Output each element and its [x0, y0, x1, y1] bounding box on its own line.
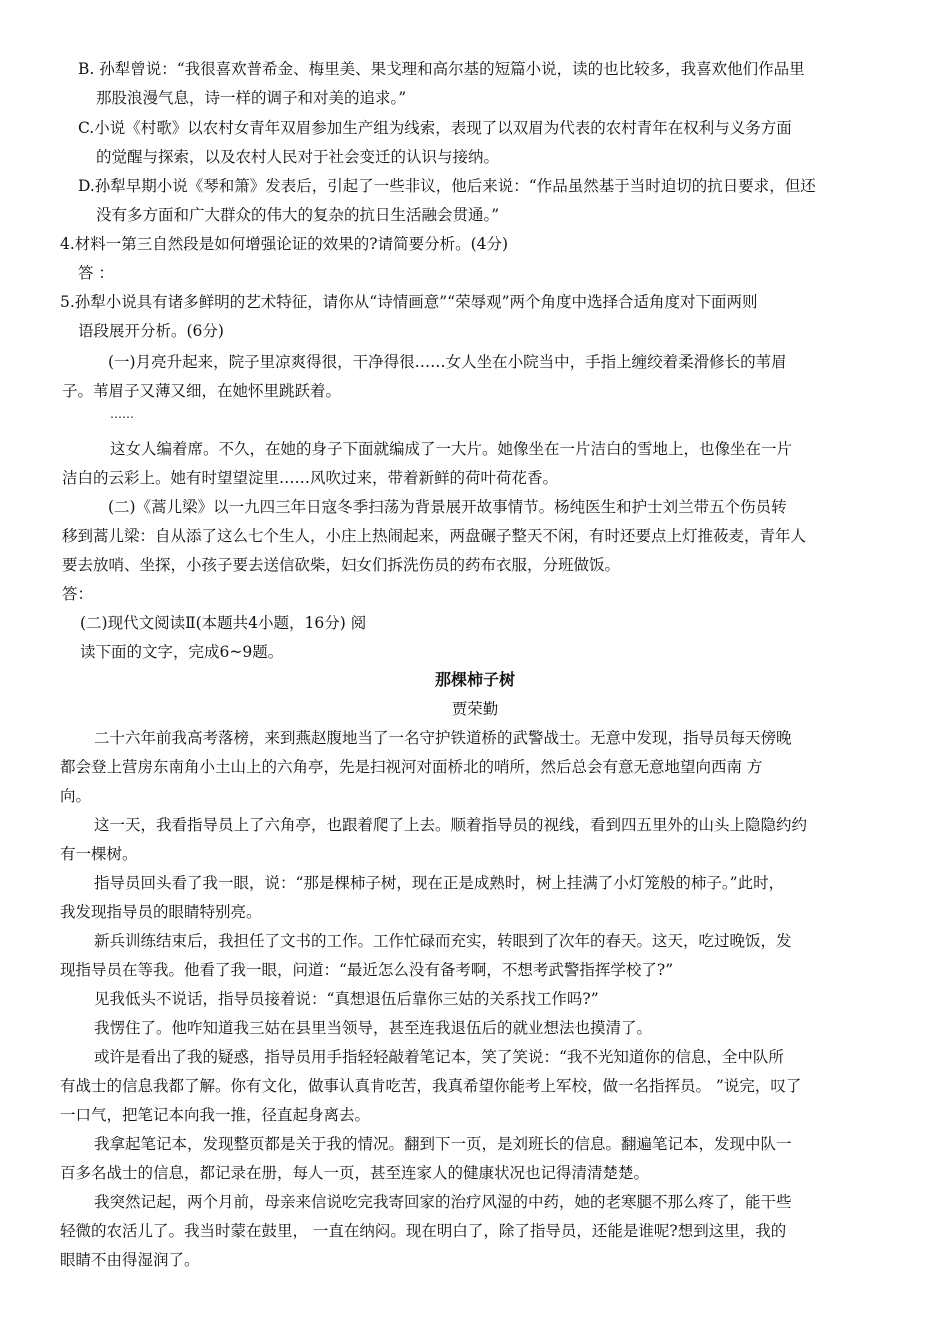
option-d-line2: 没有多方面和广大群众的伟大的复杂的抗日生活融会贯通。” — [96, 206, 500, 224]
story-p4-line2: 现指导员在等我。他看了我一眼，问道：“最近怎么没有备考啊，不想考武警指挥学校了?” — [60, 961, 674, 979]
story-p1-line1: 二十六年前我高考落榜，来到燕赵腹地当了一名守护铁道桥的武警战士。无意中发现，指导员每天傍晚 — [94, 729, 792, 747]
story-p4-line1: 新兵训练结束后，我担任了文书的工作。工作忙碌而充实，转眼到了次年的春天。这天，吃过晚饭，发 — [94, 932, 792, 950]
story-p2-line1: 这一天，我看指导员上了六角亭，也跟着爬了上去。顺着指导员的视线，看到四五里外的山头上隐隐约约 — [94, 816, 808, 834]
option-d-line1: D.孙犁早期小说《琴和箫》发表后，引起了一些非议，他后来说：“作品虽然基于当时迫切的抗日要求，但还 — [78, 177, 816, 195]
excerpt-1-line2: 子。苇眉子又薄又细，在她怀里跳跃着。 — [62, 382, 342, 400]
option-c-line1: C.小说《村歌》以农村女青年双眉参加生产组为线索，表现了以双眉为代表的农村青年在权利与义务方面 — [78, 119, 792, 137]
excerpt-2-line2: 移到蒿儿梁：自从添了这么七个生人，小庄上热闹起来，两盘碾子整天不闲，有时还要点上灯推莜麦，青年人 — [62, 527, 807, 545]
excerpt-1-line1: (一)月亮升起来，院子里凉爽得很，干净得很……女人坐在小院当中，手指上缠绞着柔滑修长的苇眉 — [108, 353, 787, 371]
question-5-line1: 5.孙犁小说具有诸多鲜明的艺术特征，请你从“诗情画意”“荣辱观”两个角度中选择合适角度对下面两则 — [60, 293, 758, 311]
story-p9-line3: 眼睛不由得湿润了。 — [60, 1251, 200, 1269]
story-p5: 见我低头不说话，指导员接着说：“真想退伍后靠你三姑的关系找工作吗?” — [94, 990, 599, 1008]
option-c-line2: 的觉醒与探索，以及农村人民对于社会变迁的认识与接纳。 — [96, 148, 500, 166]
story-p7-line1: 或许是看出了我的疑惑，指导员用手指轻轻敲着笔记本，笑了笑说：“我不光知道你的信息，全中队所 — [94, 1048, 784, 1066]
excerpt-ellipsis: …… — [110, 407, 134, 421]
excerpt-2-line3: 要去放哨、坐探，小孩子要去送信砍柴，妇女们拆洗伤员的药布衣服，分班做饭。 — [62, 556, 621, 574]
excerpt-1-p2-line2: 洁白的云彩上。她有时望望淀里……风吹过来，带着新鲜的荷叶荷花香。 — [62, 469, 559, 487]
section-heading: (二)现代文阅读Ⅱ(本题共4小题，16分) 阅 — [80, 614, 367, 632]
story-p9-line2: 轻微的农活儿了。我当时蒙在鼓里， 一直在纳闷。现在明白了，除了指导员，还能是谁呢?想到这里，我的 — [60, 1222, 787, 1240]
option-b-line1: B. 孙犁曾说：“我很喜欢普希金、梅里美、果戈理和高尔基的短篇小说，读的也比较多，我喜欢他们作品里 — [78, 60, 805, 78]
story-title: 那棵柿子树 — [434, 670, 515, 689]
story-p3-line2: 我发现指导员的眼睛特别亮。 — [60, 903, 262, 921]
story-p2-line2: 有一棵树。 — [60, 845, 138, 863]
question-5-answer: 答： — [62, 585, 94, 603]
story-p9-line1: 我突然记起，两个月前，母亲来信说吃完我寄回家的治疗风湿的中药，她的老寒腿不那么疼了，能干些 — [94, 1193, 792, 1211]
story-p7-line2: 有战士的信息我都了解。你有文化，做事认真肯吃苦，我真希望你能考上军校，做一名指挥员。 ”说完，叹了 — [60, 1077, 802, 1095]
story-p8-line1: 我拿起笔记本，发现整页都是关于我的情况。翻到下一页，是刘班长的信息。翻遍笔记本，发现中队一 — [94, 1135, 792, 1153]
question-5-line2: 语段展开分析。(6分) — [78, 322, 224, 340]
story-p8-line2: 百多名战士的信息，都记录在册，每人一页，甚至连家人的健康状况也记得清清楚楚。 — [60, 1164, 650, 1182]
excerpt-1-p2-line1: 这女人编着席。不久，在她的身子下面就编成了一大片。她像坐在一片洁白的雪地上，也像坐在一片 — [110, 440, 793, 458]
question-4: 4.材料一第三自然段是如何增强论证的效果的?请简要分析。(4分) — [60, 235, 509, 253]
story-p6: 我愣住了。他咋知道我三姑在县里当领导，甚至连我退伍后的就业想法也摸清了。 — [94, 1019, 653, 1037]
question-4-answer: 答 ： — [78, 264, 114, 282]
excerpt-2-line1: (二)《蒿儿梁》以一九四三年日寇冬季扫荡为背景展开故事情节。杨纯医生和护士刘兰带五个伤员转 — [108, 498, 787, 516]
story-p3-line1: 指导员回头看了我一眼，说：“那是棵柿子树，现在正是成熟时，树上挂满了小灯笼般的柿子。”此时， — [94, 874, 785, 892]
story-p7-line3: 一口气，把笔记本向我一推，径直起身离去。 — [60, 1106, 371, 1124]
option-b-line2: 那股浪漫气息，诗一样的调子和对美的追求。” — [96, 89, 407, 107]
story-p1-line3: 向。 — [60, 787, 92, 805]
story-author: 贾荣勤 — [451, 700, 499, 718]
story-p1-line2: 都会登上营房东南角小土山上的六角亭，先是扫视河对面桥北的哨所，然后总会有意无意地望向西南 方 — [60, 758, 763, 776]
section-instruction: 读下面的文字，完成6~9题。 — [80, 643, 284, 661]
